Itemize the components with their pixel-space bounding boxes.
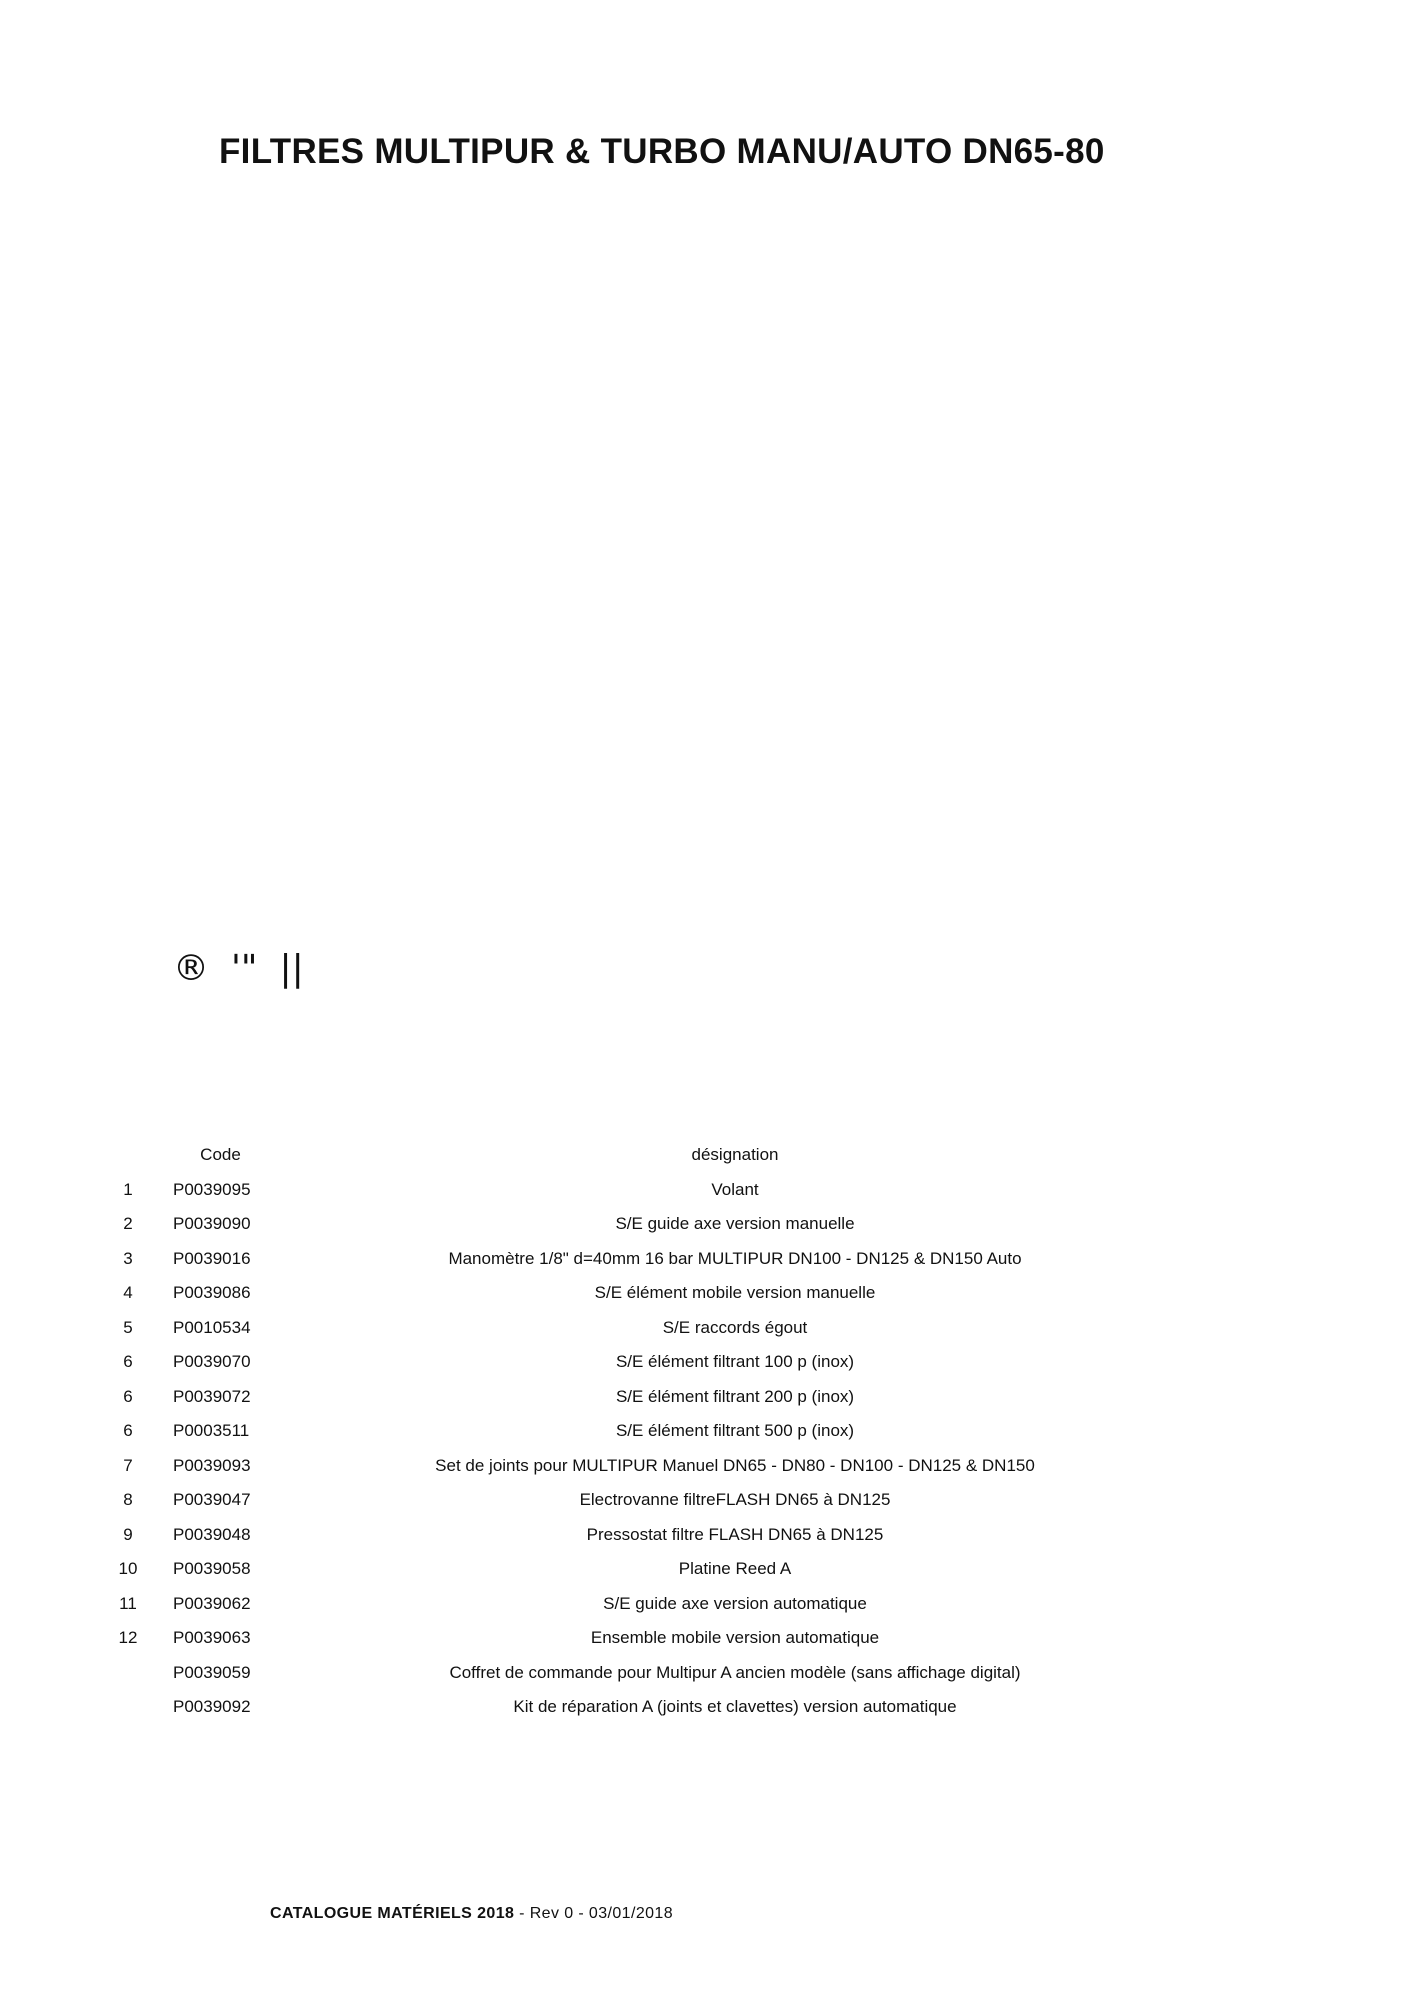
row-number: 9 <box>123 1524 133 1544</box>
table-row <box>100 1380 1185 1415</box>
table-row <box>100 1173 1185 1208</box>
table-row <box>100 1414 1185 1449</box>
row-designation: Set de joints pour MULTIPUR Manuel DN65 - DN80 - DN100 - DN125 & DN150 <box>435 1455 1035 1475</box>
row-number: 2 <box>123 1214 133 1234</box>
row-code: P0039047 <box>173 1490 251 1510</box>
row-designation: Electrovanne filtreFLASH DN65 à DN125 <box>579 1490 891 1510</box>
row-code: P0039059 <box>173 1662 251 1682</box>
table-row <box>100 1587 1185 1622</box>
table-row <box>100 1207 1185 1242</box>
footer-revision: - Rev 0 - 03/01/2018 <box>514 1905 674 1922</box>
row-designation: S/E guide axe version automatique <box>603 1593 867 1613</box>
table-row <box>100 1518 1185 1553</box>
table-header-row <box>100 1138 1185 1173</box>
table-row <box>100 1483 1185 1518</box>
row-number: 10 <box>118 1559 138 1579</box>
row-number: 6 <box>123 1352 133 1372</box>
table-row <box>100 1311 1185 1346</box>
row-code: P0039072 <box>173 1386 251 1406</box>
row-code: P0039016 <box>173 1248 251 1268</box>
page-title: FILTRES MULTIPUR & TURBO MANU/AUTO DN65-80 <box>219 132 1105 171</box>
row-number: 11 <box>119 1593 137 1613</box>
row-designation: S/E raccords égout <box>662 1317 808 1337</box>
row-code: P0039063 <box>173 1628 251 1648</box>
row-designation: S/E élément filtrant 500 p (inox) <box>615 1421 855 1441</box>
header-number <box>100 1138 156 1173</box>
row-designation: Coffret de commande pour Multipur A ancien modèle (sans affichage digital) <box>449 1662 1021 1682</box>
row-number <box>100 1656 156 1691</box>
row-number: 3 <box>123 1248 133 1268</box>
row-designation: S/E élément filtrant 100 p (inox) <box>615 1352 855 1372</box>
row-number: 6 <box>123 1386 133 1406</box>
header-designation: désignation <box>691 1145 779 1165</box>
row-designation: Pressostat filtre FLASH DN65 à DN125 <box>586 1524 884 1544</box>
bar-mark: || <box>279 948 304 989</box>
table-row <box>100 1276 1185 1311</box>
row-number: 4 <box>123 1283 133 1303</box>
row-designation: S/E guide axe version manuelle <box>615 1214 855 1234</box>
row-designation: Kit de réparation A (joints et clavettes) version automatique <box>513 1697 957 1717</box>
row-code: P0039090 <box>173 1214 251 1234</box>
row-number: 12 <box>118 1628 138 1648</box>
row-code: P0039058 <box>173 1559 251 1579</box>
row-code: P0039092 <box>173 1697 251 1717</box>
row-code: P0039048 <box>173 1524 251 1544</box>
row-number: 7 <box>123 1455 133 1475</box>
registered-mark: ® <box>173 948 209 989</box>
row-designation: Platine Reed A <box>678 1559 792 1579</box>
row-designation: S/E élément filtrant 200 p (inox) <box>615 1386 855 1406</box>
table-row <box>100 1690 1185 1725</box>
row-code: P0003511 <box>173 1421 250 1441</box>
row-code: P0039086 <box>173 1283 251 1303</box>
row-number: 1 <box>123 1179 133 1199</box>
row-number: 5 <box>123 1317 133 1337</box>
row-code: P0039070 <box>173 1352 251 1372</box>
page-footer <box>270 1905 673 1923</box>
header-code: Code <box>200 1145 241 1165</box>
row-designation: Ensemble mobile version automatique <box>590 1628 880 1648</box>
row-code: P0010534 <box>173 1317 251 1337</box>
row-number <box>100 1690 156 1725</box>
table-row <box>100 1242 1185 1277</box>
footer-catalog-label: CATALOGUE MATÉRIELS 2018 <box>270 1905 515 1922</box>
table-row <box>100 1345 1185 1380</box>
quote-mark: '" <box>231 948 258 989</box>
figure-callout-marks <box>173 948 326 989</box>
row-code: P0039093 <box>173 1455 251 1475</box>
row-code: P0039062 <box>173 1593 251 1613</box>
row-designation: Manomètre 1/8" d=40mm 16 bar MULTIPUR DN100 - DN125 & DN150 Auto <box>448 1248 1022 1268</box>
row-code: P0039095 <box>173 1179 251 1199</box>
row-designation: S/E élément mobile version manuelle <box>594 1283 876 1303</box>
row-designation: Volant <box>711 1179 759 1199</box>
table-row <box>100 1449 1185 1484</box>
table-row <box>100 1621 1185 1656</box>
row-number: 8 <box>123 1490 133 1510</box>
parts-table <box>100 1138 1185 1725</box>
row-number: 6 <box>123 1421 133 1441</box>
table-row <box>100 1656 1185 1691</box>
table-row <box>100 1552 1185 1587</box>
